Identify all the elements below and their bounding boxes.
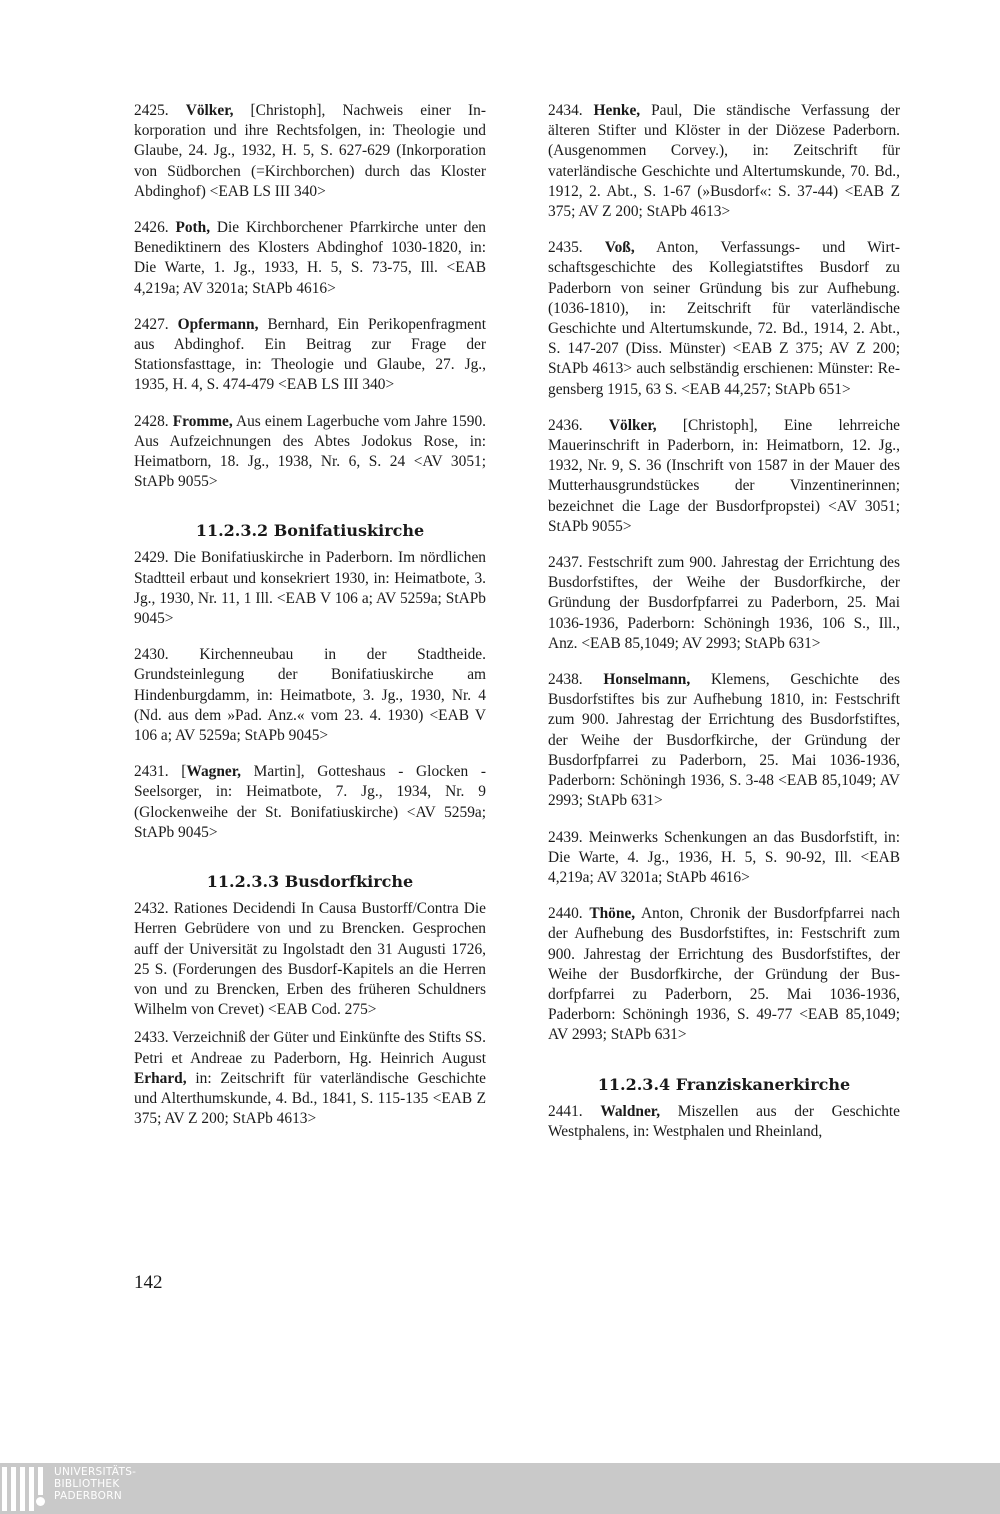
- right-column: [548, 101, 900, 1158]
- entry-2435: [548, 238, 900, 400]
- entry-text: Anton, Chronik der Busdorfpfarrei nach der Aufhebung des Busdorfstiftes, in: Festschrift zum 900. Jahrestag der Errichtung des Busdorfstiftes, der Weihe der Busdorfkirche, der Gründung der Busdorfpfarrei zu Paderborn, 25. Mai 1036-1936, Paderborn: Schöningh 1936, S. 49-77 <EAB 85,1049; AV 2993; StAPb 631>: [548, 905, 900, 1044]
- entry-text: 2430. Kirchenneubau in der Stadtheide. Grundsteinlegung der Bonifatiuskirche am Hindenburgdamm, in: Heimatbote, 3. Jg., 1930, Nr. 4 (Nd. aus dem »Pad. Anz.« vom 23. 4. 1930) <EAB V 106 a; AV 5259a; StAPb 9045>: [134, 646, 486, 745]
- entry-author: Voß,: [604, 239, 635, 257]
- entry-author: Waldner,: [600, 1102, 661, 1120]
- entry-number: 2438.: [548, 671, 604, 689]
- entry-2431: [134, 762, 486, 843]
- entry-text: 2429. Die Bonifatiuskirche in Paderborn. Im nördlichen Stadtteil erbaut und konsekriert 1930, in: Heimatbote, 3. Jg., 1930, Nr. 11, 1 Ill. <EAB V 106 a; AV 5259a; StAPb 9045>: [134, 549, 486, 628]
- entry-text: [Christoph], Nachweis einer Inkorporation und ihre Rechtsfolgen, in: Theologie und Glaube, 24. Jg., 1932, H. 5, S. 627-629 (Inkorporation von Südborchen (=Kirchborchen) durch das Kloster Abdinghof) <EAB LS III 340>: [134, 102, 486, 200]
- entry-author: Honselmann,: [603, 671, 691, 689]
- entry-author: Henke,: [593, 102, 641, 119]
- section-heading-busdorfkirche: 11.2.3.3 Busdorfkirche: [206, 872, 414, 892]
- entry-2433: [134, 1028, 486, 1129]
- entry-author: Völker,: [185, 102, 234, 119]
- entry-text: 2437. Festschrift zum 900. Jahrestag der Errichtung des Busdorfstiftes, der Weihe der Busdorfkirche, der Gründung der Busdorfpfarrei zu Paderborn, 25. Mai 1036-1936, Paderborn: Schöningh 1936, 106 S., Ill., Anz. <EAB 85,1049; AV 2993; StAPb 631>: [548, 554, 900, 652]
- entry-2432: [134, 899, 486, 1020]
- left-column: [134, 101, 486, 1145]
- library-footer-bar: [0, 1463, 1000, 1514]
- entry-text: Bernhard, Ein Perikopenfragment aus Abdinghof. Ein Beitrag zur Frage der Stationsfasttage, in: Theologie und Glaube, 27. Jg., 1935, H. 4, S. 474-479 <EAB LS III 340>: [134, 315, 486, 394]
- entry-text: Die Kirchborchener Pfarrkirche unter den Benediktinern des Klosters Abdinghof 1030-1820, in: Die Warte, 1. Jg., 1933, H. 5, S. 73-75, Ill. <EAB 4,219a; AV 3201a; StAPb 4616>: [134, 219, 487, 297]
- entry-author: Völker,: [608, 416, 657, 434]
- entry-number: 2434.: [548, 102, 594, 119]
- entry-text: [Christoph], Eine lehrreiche Mauerinschrift in Paderborn, in: Heimatborn, 12. Jg., 1932, Nr. 9, S. 36 (Inschrift von 1587 in der Mauer des Mutterhausgrundstückes der Vinzentinerinnen; bezeichnet die Lage der Busdorfpropstei) <AV 3051; StAPb 9055>: [548, 416, 900, 535]
- entry-author: Erhard,: [134, 1069, 187, 1087]
- entry-text-pre: 2433. Verzeichniß der Güter und Einkünfte des Stifts SS. Petri et Andreae zu Paderborn, Hg. Heinrich August: [134, 1029, 486, 1067]
- entry-2434: [548, 101, 900, 222]
- entry-author: Poth,: [175, 219, 211, 237]
- logo-line: PADERBORN: [54, 1490, 122, 1502]
- entry-2430: [134, 645, 486, 746]
- entry-text: Martin], Gotteshaus - Glocken - Seelsorger, in: Heimatbote, 7. Jg., 1934, Nr. 9 (Glockenweihe der St. Bonifatiuskirche) <AV 5259a; StAPb 9045>: [134, 763, 486, 841]
- entry-2426: [134, 218, 486, 299]
- section-heading-bonifatiuskirche: 11.2.3.2 Bonifatiuskirche: [195, 521, 425, 541]
- logo-line: BIBLIOTHEK: [54, 1478, 120, 1490]
- entry-text: 2432. Rationes Decidendi In Causa Bustorff/Contra Die Herren Gebrüdere von und zu Brencken. Gesprochen auff der Universität zu Ingolstadt den 31 Augusti 1726, 25 S. (Forderungen des Busdorf-Kapitels an die Herren von und zu Brencken, Erben des früheren Schuldners Wilhelm von Crevet) <EAB Cod. 275>: [134, 900, 486, 1019]
- section-heading-franziskanerkirche: 11.2.3.4 Franziskanerkirche: [597, 1074, 851, 1094]
- entry-author: Thöne,: [589, 905, 636, 923]
- entry-text: 2439. Meinwerks Schenkungen an das Busdorfstift, in: Die Warte, 4. Jg., 1936, H. 5, S. 90-92, Ill. <EAB 4,219a; AV 3201a; StAPb 4616>: [548, 828, 900, 886]
- entry-2439: [548, 828, 900, 889]
- entry-2438: [548, 670, 900, 811]
- entry-author: Opfermann,: [177, 315, 259, 333]
- entry-2441: [548, 1102, 900, 1142]
- page-number: 142: [134, 1272, 163, 1293]
- entry-number: 2441.: [548, 1102, 601, 1120]
- entry-2440: [548, 904, 900, 1045]
- entry-text: Anton, Verfassungs- und Wirtschaftsgeschichte des Kollegiatstiftes Busdorf zu Paderborn von seiner Gründung bis zur Aufhebung. (1036-1810), in: Zeitschrift für vaterländische Geschichte und Altertumskunde, 72. Bd., 1914, 2. Abt., S. 147-207 (Diss. Münster) <EAB Z 375; AV Z 200; StAPb 4613> auch selbständig erschienen: Münster: Regensberg 1915, 63 S. <EAB 44,257; StAPb 651>: [548, 239, 901, 398]
- entry-author: Fromme,: [172, 412, 233, 430]
- entry-2429: [134, 548, 486, 629]
- entry-text: Aus einem Lagerbuche vom Jahre 1590. Aus Aufzeichnungen des Abtes Jodokus Rose, in: Heimatborn, 18. Jg., 1938, Nr. 6, S. 24 <AV 3051; StAPb 9055>: [134, 412, 486, 491]
- entry-author: Wagner,: [186, 763, 242, 781]
- entry-number: 2428.: [134, 412, 173, 430]
- logo-dot-icon: [36, 1497, 45, 1506]
- entry-2437: [548, 553, 900, 654]
- entry-2436: [548, 416, 900, 537]
- library-logo-text: [54, 1466, 136, 1502]
- entry-2427: [134, 315, 486, 396]
- entry-text: Paul, Die ständische Verfassung der älteren Stifter und Klöster in der Diözese Paderborn. (Ausgenommen Corvey.), in: Zeitschrift für vaterländische Geschichte und Altertumskunde, 70. Bd., 1912, 2. Abt., S. 1-67 (»Busdorf«: S. 37-44) <EAB Z 375; AV Z 200; StAPb 4613>: [548, 102, 900, 221]
- entry-number: 2426.: [134, 219, 176, 237]
- entry-text: in: Zeitschrift für vaterländische Geschichte und Alterthumskunde, 4. Bd., 1841, S. 115-135 <EAB Z 375; AV Z 200; StAPb 4613>: [134, 1069, 486, 1128]
- entry-2428: [134, 412, 486, 493]
- entry-number: 2427.: [134, 315, 178, 333]
- entry-text: Klemens, Geschichte des Busdorfstiftes bis zur Aufhebung 1810, in: Festschrift zum 900. Jahrestag der Errichtung des Busdorfstiftes, der Weihe der Busdorfkirche, der Gründung der Busdorfpfarrei zu Paderborn, 25. Mai 1036-1936, Paderborn: Schöningh 1936, S. 3-48 <EAB 85,1049; AV 2993; StAPb 631>: [548, 671, 900, 810]
- entry-number: 2425.: [134, 102, 186, 119]
- entry-text: Miszellen aus der Geschichte Westphalens, in: Westphalen und Rheinland,: [548, 1102, 900, 1140]
- entry-number: 2431. [: [134, 763, 187, 781]
- entry-number: 2435.: [548, 239, 605, 257]
- entry-number: 2440.: [548, 905, 590, 923]
- entry-number: 2436.: [548, 416, 609, 434]
- entry-2425: [134, 101, 486, 202]
- logo-line: UNIVERSITÄTS-: [54, 1466, 137, 1478]
